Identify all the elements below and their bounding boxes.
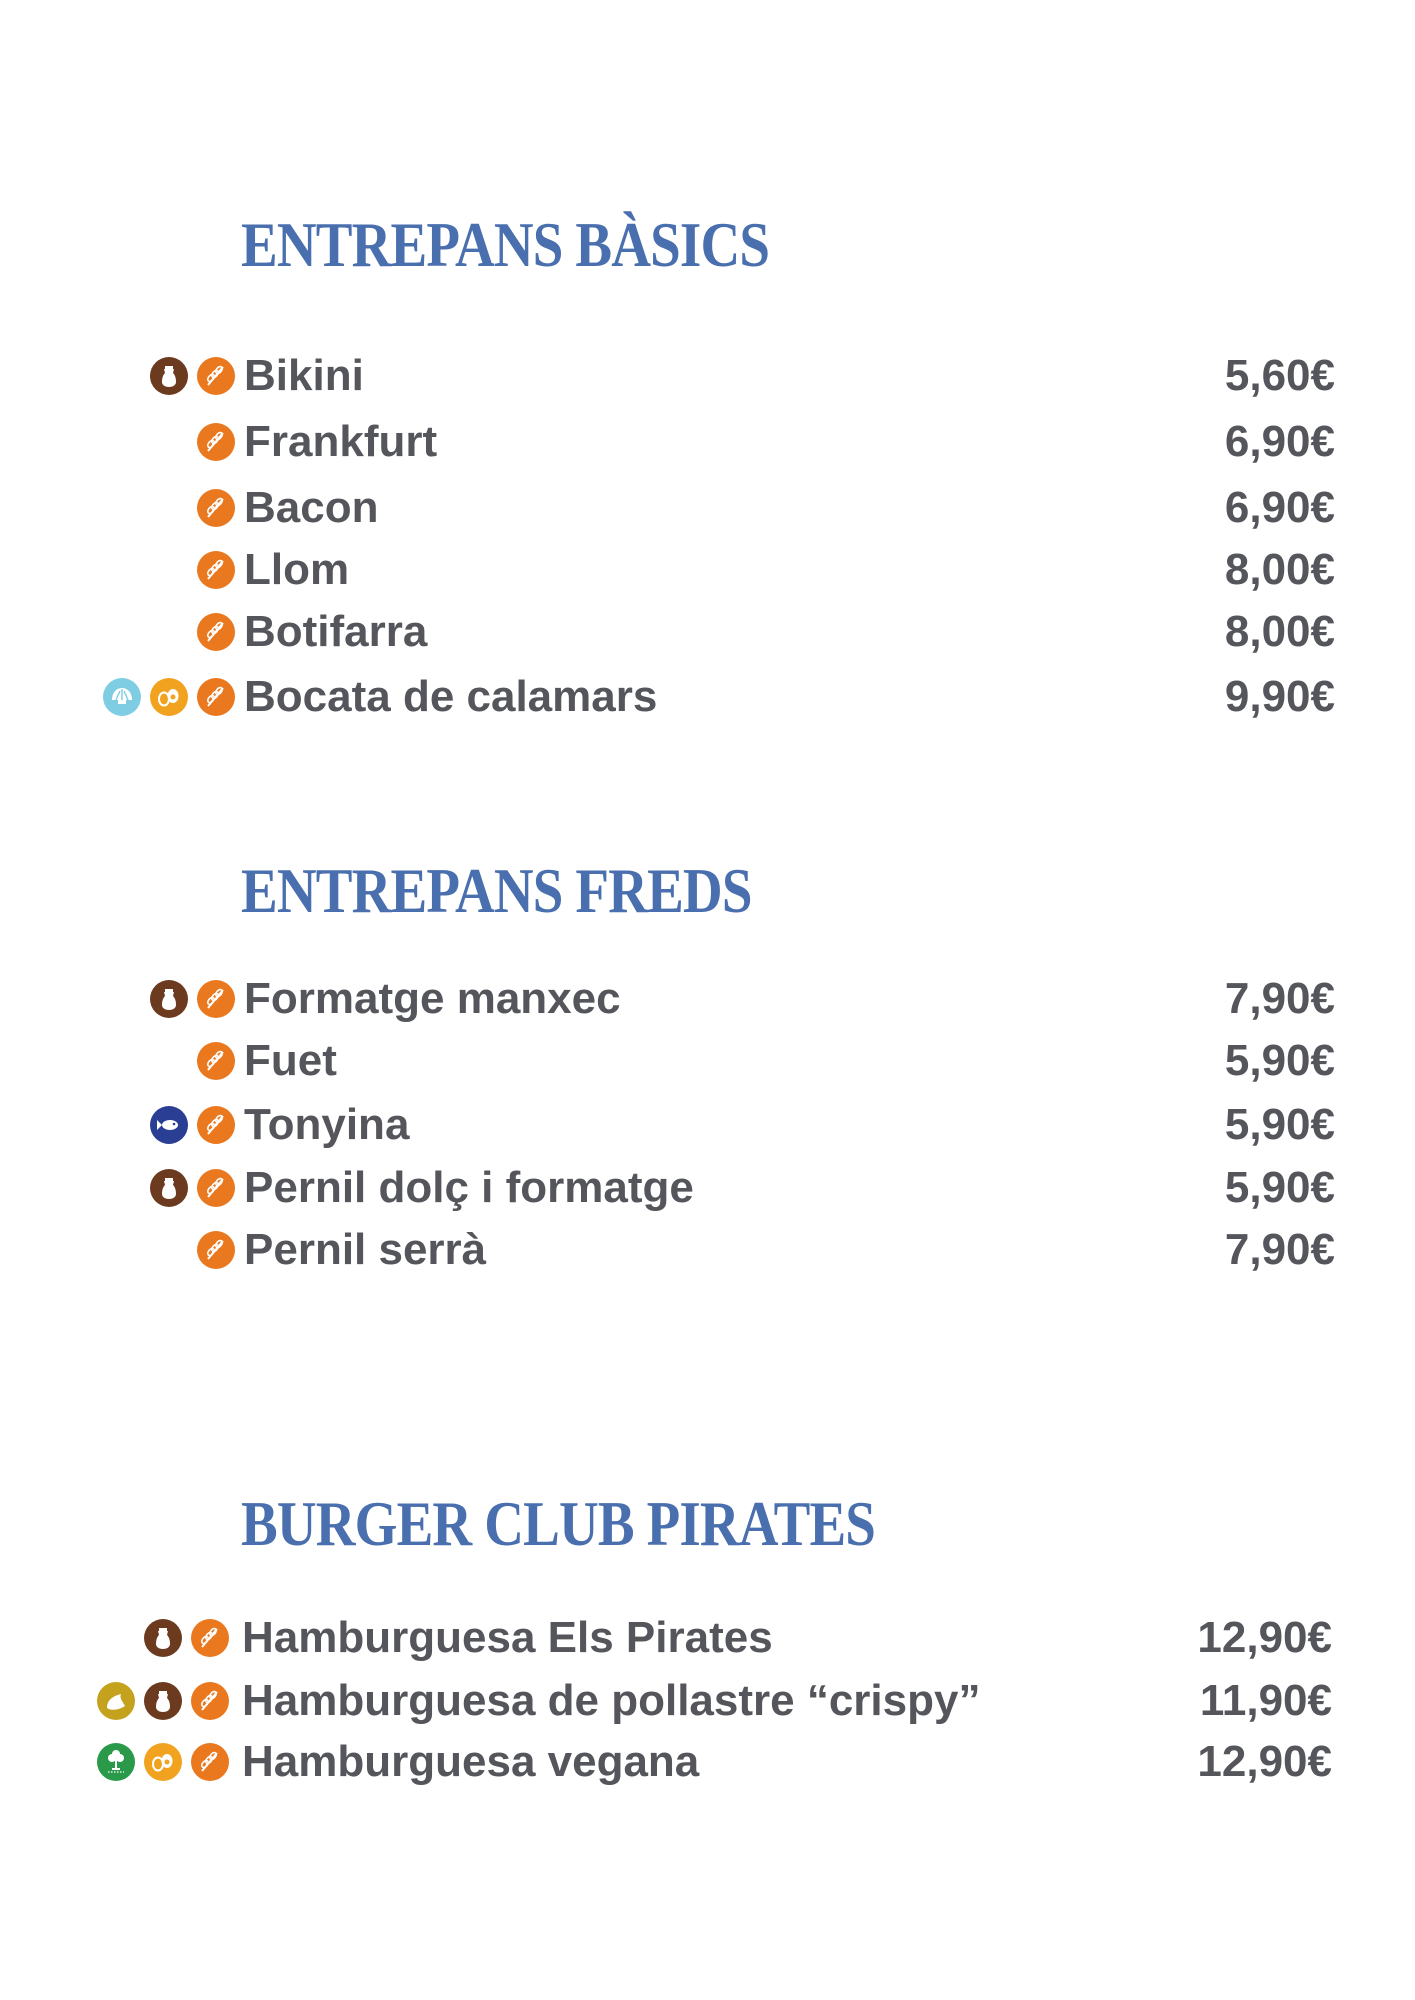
- item-name: Pernil serrà: [244, 1225, 487, 1274]
- gluten-icon: [191, 1619, 229, 1657]
- item-name: Frankfurt: [244, 417, 438, 466]
- allergen-icons: [144, 1618, 229, 1658]
- gluten-icon: [197, 1106, 235, 1144]
- menu-item-row: [0, 1158, 1415, 1218]
- gluten-icon: [191, 1743, 229, 1781]
- gluten-icon: [197, 678, 235, 716]
- menu-item-row: [0, 1608, 1415, 1668]
- item-price: 9,90€: [1224, 672, 1335, 721]
- item-price: 6,90€: [1224, 417, 1335, 466]
- gluten-icon: [197, 423, 235, 461]
- egg-icon: [150, 678, 188, 716]
- item-name: Hamburguesa de pollastre “crispy”: [242, 1676, 981, 1725]
- menu-item-row: [0, 602, 1415, 662]
- item-price: 5,60€: [1224, 351, 1335, 400]
- allergen-icons: [103, 677, 235, 717]
- menu-item-row: [0, 1732, 1415, 1792]
- gluten-icon: [197, 613, 235, 651]
- item-name: Hamburguesa vegana: [242, 1737, 700, 1786]
- menu-item-row: [0, 667, 1415, 727]
- allergen-icons: [197, 1041, 235, 1081]
- allergen-icons: [150, 979, 235, 1019]
- fish-icon: [150, 1106, 188, 1144]
- menu-item-row: [0, 478, 1415, 538]
- item-price: 12,90€: [1197, 1613, 1332, 1662]
- menu-item-row: [0, 346, 1415, 406]
- item-price: 12,90€: [1197, 1737, 1332, 1786]
- allergen-icons: [197, 422, 235, 462]
- item-price: 7,90€: [1224, 974, 1335, 1023]
- item-name: Bikini: [244, 351, 364, 400]
- section-title-entrepans-freds: ENTREPANS FREDS: [241, 855, 752, 926]
- item-price: 11,90€: [1199, 1676, 1332, 1725]
- gluten-icon: [197, 1231, 235, 1269]
- egg-icon: [144, 1743, 182, 1781]
- item-name: Fuet: [244, 1036, 337, 1085]
- gluten-icon: [197, 357, 235, 395]
- gluten-icon: [197, 489, 235, 527]
- item-name: Tonyina: [244, 1100, 410, 1149]
- dairy-icon: [150, 980, 188, 1018]
- gluten-icon: [197, 1042, 235, 1080]
- allergen-icons: [197, 612, 235, 652]
- item-name: Pernil dolç i formatge: [244, 1163, 694, 1212]
- dairy-icon: [144, 1619, 182, 1657]
- allergen-icons: [150, 1168, 235, 1208]
- item-name: Bocata de calamars: [244, 672, 658, 721]
- celery-icon: [97, 1743, 135, 1781]
- gluten-icon: [197, 1169, 235, 1207]
- dairy-icon: [144, 1682, 182, 1720]
- item-price: 5,90€: [1224, 1100, 1335, 1149]
- allergen-icons: [197, 1230, 235, 1270]
- gluten-icon: [191, 1682, 229, 1720]
- menu-item-row: [0, 540, 1415, 600]
- menu-item-row: [0, 1220, 1415, 1280]
- allergen-icons: [197, 488, 235, 528]
- dairy-icon: [150, 1169, 188, 1207]
- section-title-entrepans-basics: ENTREPANS BÀSICS: [241, 209, 770, 280]
- gluten-icon: [197, 980, 235, 1018]
- item-name: Formatge manxec: [244, 974, 621, 1023]
- mustard-icon: [97, 1682, 135, 1720]
- item-price: 5,90€: [1224, 1163, 1335, 1212]
- allergen-icons: [97, 1681, 229, 1721]
- allergen-icons: [197, 550, 235, 590]
- item-name: Hamburguesa Els Pirates: [242, 1613, 773, 1662]
- menu-item-row: [0, 412, 1415, 472]
- item-name: Botifarra: [244, 607, 428, 656]
- menu-item-row: [0, 1031, 1415, 1091]
- section-title-burger-club-pirates: BURGER CLUB PIRATES: [241, 1488, 876, 1559]
- item-price: 6,90€: [1224, 483, 1335, 532]
- menu-item-row: [0, 1095, 1415, 1155]
- menu-item-row: [0, 1671, 1415, 1731]
- item-price: 5,90€: [1224, 1036, 1335, 1085]
- item-name: Llom: [244, 545, 350, 594]
- allergen-icons: [150, 1105, 235, 1145]
- allergen-icons: [150, 356, 235, 396]
- item-price: 7,90€: [1224, 1225, 1335, 1274]
- allergen-icons: [97, 1742, 229, 1782]
- item-price: 8,00€: [1224, 607, 1335, 656]
- item-name: Bacon: [244, 483, 379, 532]
- gluten-icon: [197, 551, 235, 589]
- mollusc-icon: [103, 678, 141, 716]
- menu-item-row: [0, 969, 1415, 1029]
- item-price: 8,00€: [1224, 545, 1335, 594]
- dairy-icon: [150, 357, 188, 395]
